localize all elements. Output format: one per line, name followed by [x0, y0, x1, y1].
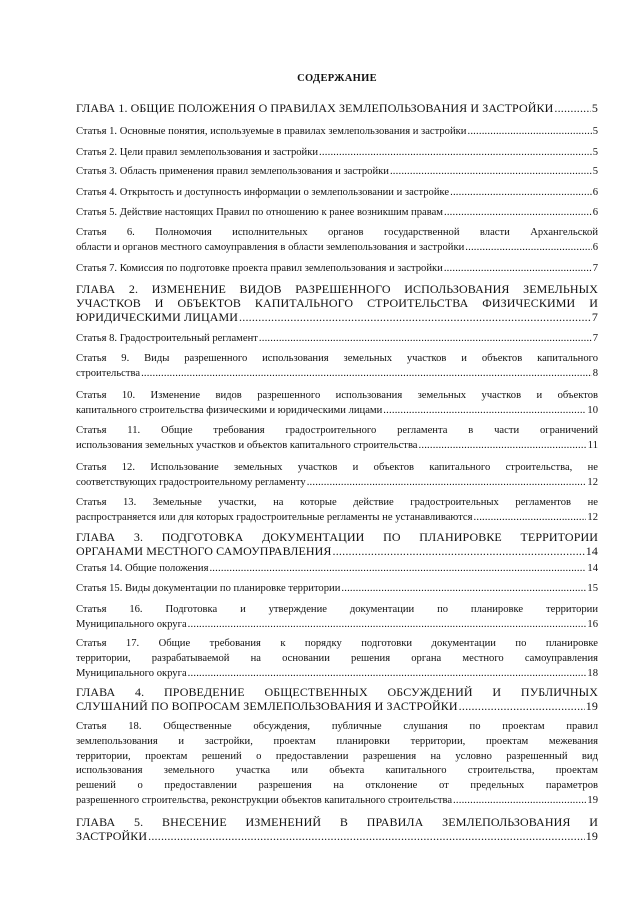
- toc-entry-text: Статья 15. Виды документации по планировке территории: [76, 583, 341, 594]
- toc-page-number: 5: [592, 126, 598, 137]
- toc-entry-text: Статья 14. Общие положения: [76, 563, 209, 574]
- toc-article-entry[interactable]: [76, 262, 598, 277]
- toc-entry-line: территории, проектам решений о предоставлении разрешения на условно разрешенный вид: [76, 750, 598, 762]
- toc-article-entry[interactable]: [76, 603, 598, 633]
- toc-page-number: 19: [587, 794, 598, 806]
- toc-entry-line: ГЛАВА 2. ИЗМЕНЕНИЕ ВИДОВ РАЗРЕШЕННОГО ИСПОЛЬЗОВАНИЯ ЗЕМЕЛЬНЫХ: [76, 282, 598, 296]
- toc-entry-line: УЧАСТКОВ И ОБЪЕКТОВ КАПИТАЛЬНОГО СТРОИТЕЛЬСТВА ФИЗИЧЕСКИМИ И: [76, 296, 598, 311]
- toc-article-entry[interactable]: [76, 146, 598, 161]
- toc-entry-line: ГЛАВА 5. ВНЕСЕНИЕ ИЗМЕНЕНИЙ В ПРАВИЛА ЗЕМЛЕПОЛЬЗОВАНИЯ И: [76, 815, 598, 829]
- toc-leader-dots: [333, 544, 585, 558]
- toc-article-entry[interactable]: [76, 186, 598, 201]
- toc-leader-dots: [188, 618, 587, 633]
- toc-entry-text: ОРГАНАМИ МЕСТНОГО САМОУПРАВЛЕНИЯ: [76, 544, 332, 559]
- toc-page-number: 14: [585, 544, 598, 559]
- toc-entry-line: территории, разрабатываемой на основании решения органа местного самоуправления: [76, 652, 598, 664]
- toc-article-entry[interactable]: [76, 461, 598, 491]
- toc-entry-text: Статья 5. Действие настоящих Правил по отношению к ранее возникшим правам: [76, 207, 443, 218]
- toc-chapter-entry[interactable]: [76, 530, 598, 558]
- toc-entry-text: капитального строительства физическими и юридическими лицами: [76, 404, 383, 416]
- toc-entry-line: использования земельного участка или объекта капитального строительства, проектам: [76, 765, 598, 777]
- toc-leader-dots: [474, 511, 587, 526]
- toc-article-entry[interactable]: [76, 562, 598, 577]
- toc-article-entry[interactable]: [76, 720, 598, 809]
- toc-entry-text: соответствующих градостроительному регламенту: [76, 476, 306, 488]
- toc-entry-line: Статья 13. Земельные участки, на которые действие градостроительных регламентов не: [76, 497, 598, 508]
- toc-chapter-entry[interactable]: [76, 685, 598, 713]
- toc-entry-text: разрешенного строительства, реконструкции объектов капитального строительства: [76, 794, 453, 806]
- toc-chapter-entry[interactable]: [76, 815, 598, 843]
- toc-article-entry[interactable]: [76, 206, 598, 221]
- toc-leader-dots: [450, 186, 592, 201]
- toc-entry-text: Статья 8. Градостроительный регламент: [76, 333, 258, 344]
- toc-page-number: 5: [592, 166, 598, 177]
- toc-entry-line: Статья 16. Подготовка и утверждение документации по планировке территории: [76, 604, 598, 615]
- toc-leader-dots: [259, 332, 592, 347]
- toc-article-entry[interactable]: [76, 125, 598, 140]
- toc-leader-dots: [341, 582, 586, 597]
- toc-leader-dots: [554, 101, 591, 115]
- toc-page-number: 11: [587, 439, 598, 451]
- toc-page-number: 12: [587, 511, 598, 523]
- toc-entry-line: Статья 9. Виды разрешенного использования земельных участков и объектов капитального: [76, 353, 598, 364]
- toc-page-number: 5: [591, 101, 598, 115]
- toc-title: СОДЕРЖАНИЕ: [297, 73, 377, 84]
- toc-page-number: 14: [587, 563, 598, 574]
- toc-entry-text: Статья 2. Цели правил землепользования и застройки: [76, 147, 319, 158]
- toc-entry-line: ГЛАВА 4. ПРОВЕДЕНИЕ ОБЩЕСТВЕННЫХ ОБСУЖДЕНИЙ И ПУБЛИЧНЫХ: [76, 685, 598, 699]
- toc-page-number: 19: [585, 699, 598, 714]
- toc-page-number: 6: [592, 207, 598, 218]
- toc-leader-dots: [459, 699, 585, 713]
- toc-entry-text: Статья 4. Открытость и доступность информации о землепользовании и застройке: [76, 187, 450, 198]
- toc-page-number: 19: [585, 829, 598, 844]
- toc-leader-dots: [444, 262, 592, 277]
- toc-leader-dots: [419, 439, 587, 454]
- toc-entry-text: Муниципального округа: [76, 667, 187, 679]
- toc-leader-dots: [465, 241, 591, 256]
- toc-leader-dots: [148, 829, 585, 843]
- toc-page-number: 12: [587, 476, 598, 488]
- toc-entry-line: землепользования и застройки, проектам планировки территории, проектам межевания: [76, 735, 598, 747]
- toc-entry-line: Статья 10. Изменение видов разрешенного использования земельных участков и объектов: [76, 390, 598, 401]
- toc-article-entry[interactable]: [76, 582, 598, 597]
- toc-article-entry[interactable]: [76, 332, 598, 347]
- toc-article-entry[interactable]: [76, 389, 598, 419]
- toc-entry-line: Статья 18. Общественные обсуждения, публичные слушания по проектам правил: [76, 721, 598, 732]
- toc-entry-line: Статья 11. Общие требования градостроительного регламента в части ограничений: [76, 425, 598, 436]
- toc-article-entry[interactable]: [76, 496, 598, 526]
- toc-article-entry[interactable]: [76, 226, 598, 256]
- toc-page-number: 18: [587, 667, 598, 679]
- toc-leader-dots: [390, 165, 592, 180]
- toc-leader-dots: [383, 404, 586, 419]
- toc-leader-dots: [453, 794, 586, 809]
- toc-page-number: 6: [592, 241, 598, 253]
- toc-entry-text: ГЛАВА 1. ОБЩИЕ ПОЛОЖЕНИЯ О ПРАВИЛАХ ЗЕМЛЕПОЛЬЗОВАНИЯ И ЗАСТРОЙКИ: [76, 101, 554, 115]
- toc-article-entry[interactable]: [76, 165, 598, 180]
- toc-entry-text: ЗАСТРОЙКИ: [76, 829, 148, 844]
- toc-entry-text: распространяется или для которых градостроительные регламенты не устанавливаются: [76, 511, 473, 523]
- toc-page-number: 15: [587, 583, 598, 594]
- toc-page-number: 7: [592, 333, 598, 344]
- toc-leader-dots: [141, 367, 592, 382]
- toc-entry-text: Статья 7. Комиссия по подготовке проекта правил землепользования и застройки: [76, 263, 443, 274]
- toc-article-entry[interactable]: [76, 637, 598, 681]
- toc-entry-text: строительства: [76, 367, 141, 379]
- toc-leader-dots: [209, 562, 586, 577]
- toc-chapter-entry[interactable]: [76, 282, 598, 325]
- toc-leader-dots: [319, 146, 592, 161]
- toc-entry-text: использования земельных участков и объектов капитального строительства: [76, 439, 418, 451]
- toc-page-number: 8: [592, 367, 598, 379]
- toc-leader-dots: [307, 476, 587, 491]
- toc-leader-dots: [444, 206, 592, 221]
- toc-entry-line: ГЛАВА 3. ПОДГОТОВКА ДОКУМЕНТАЦИИ ПО ПЛАНИРОВКЕ ТЕРРИТОРИИ: [76, 530, 598, 544]
- toc-page-number: 7: [592, 263, 598, 274]
- toc-leader-dots: [467, 125, 591, 140]
- toc-page-number: 5: [592, 147, 598, 158]
- toc-entry-text: области и органов местного самоуправления в области землепользования и застройки: [76, 241, 465, 253]
- toc-entry-line: Статья 6. Полномочия исполнительных органов государственной власти Архангельской: [76, 227, 598, 238]
- toc-entry-text: Муниципального округа: [76, 618, 187, 630]
- toc-entry-line: Статья 12. Использование земельных участков и объектов капитального строительства, не: [76, 462, 598, 473]
- toc-page-number: 10: [587, 404, 598, 416]
- toc-entry-text: СЛУШАНИЙ ПО ВОПРОСАМ ЗЕМЛЕПОЛЬЗОВАНИЯ И ЗАСТРОЙКИ: [76, 699, 458, 714]
- toc-entry-line: решений о предоставлении разрешения на отклонение от предельных параметров: [76, 780, 598, 792]
- toc-chapter-entry[interactable]: [76, 101, 598, 115]
- toc-entry-text: Статья 3. Область применения правил землепользования и застройки: [76, 166, 389, 177]
- toc-article-entry[interactable]: [76, 424, 598, 454]
- toc-leader-dots: [239, 310, 591, 324]
- toc-entry-text: ЮРИДИЧЕСКИМИ ЛИЦАМИ: [76, 310, 239, 325]
- toc-leader-dots: [188, 667, 587, 682]
- toc-page-number: 16: [587, 618, 598, 630]
- toc-article-entry[interactable]: [76, 352, 598, 382]
- toc-page-number: 7: [591, 310, 598, 325]
- toc-entry-text: Статья 1. Основные понятия, используемые в правилах землепользования и застройки: [76, 126, 467, 137]
- toc-entry-line: Статья 17. Общие требования к порядку подготовки документации по планировке: [76, 638, 598, 649]
- toc-page-number: 6: [592, 187, 598, 198]
